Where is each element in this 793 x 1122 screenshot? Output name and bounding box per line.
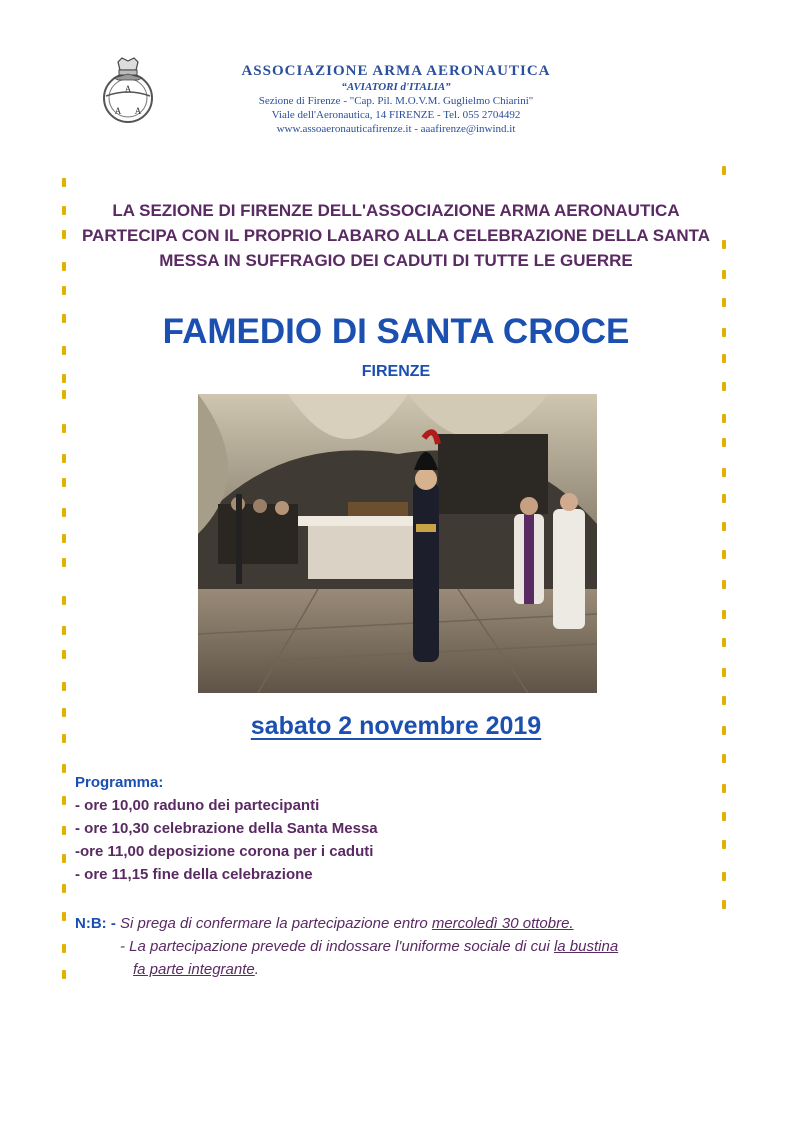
association-logo xyxy=(100,56,156,128)
note-line-2 xyxy=(75,935,735,958)
note-line-1 xyxy=(75,912,735,935)
note-2-emphasis-a: la bustina xyxy=(553,938,619,955)
section-address: Viale dell'Aeronautica, 14 FIRENZE - Tel. 055 2704492 xyxy=(271,109,521,121)
right-border-decoration xyxy=(722,178,728,978)
section-contacts: www.assoaeronauticafirenze.it - aaafirenze@inwind.it xyxy=(276,123,516,135)
program-item: - ore 10,30 celebrazione della Santa Messa xyxy=(75,820,378,837)
event-title: FAMEDIO DI SANTA CROCE xyxy=(162,312,630,351)
organization-motto: “AVIATORI d'ITALIA” xyxy=(341,81,451,93)
event-date: sabato 2 novembre 2019 xyxy=(250,712,542,740)
program-heading: Programma: xyxy=(75,774,164,791)
announcement xyxy=(66,198,726,273)
notes xyxy=(75,912,735,981)
note-2-text: - La partecipazione prevede di indossare l'uniforme sociale di cui xyxy=(120,938,554,955)
section-name: Sezione di Firenze - "Cap. Pil. M.O.V.M. Guglielmo Chiarini" xyxy=(258,95,534,107)
announcement-line: LA SEZIONE DI FIRENZE DELL'ASSOCIAZIONE ARMA AERONAUTICA xyxy=(112,201,680,220)
organization-name: ASSOCIAZIONE ARMA AERONAUTICA xyxy=(241,63,551,79)
left-border-decoration xyxy=(62,178,68,978)
program-item: -ore 11,00 deposizione corona per i caduti xyxy=(75,843,374,860)
program-item: - ore 10,00 raduno dei partecipanti xyxy=(75,797,320,814)
program-item: - ore 11,15 fine della celebrazione xyxy=(75,866,313,883)
logo-letter-top: A xyxy=(124,84,132,94)
announcement-line: PARTECIPA CON IL PROPRIO LABARO ALLA CELEBRAZIONE DELLA SANTA xyxy=(81,226,711,245)
note-1-deadline: mercoledì 30 ottobre. xyxy=(431,915,574,932)
logo-letter-right: A xyxy=(134,106,142,116)
event-city: FIRENZE xyxy=(361,363,431,380)
announcement-line: MESSA IN SUFFRAGIO DEI CADUTI DI TUTTE LE GUERRE xyxy=(159,251,633,270)
logo-letter-left: A xyxy=(114,106,122,116)
note-1-text: Si prega di confermare la partecipazione entro xyxy=(115,915,432,932)
ceremony-photo xyxy=(198,394,597,693)
program xyxy=(75,771,715,886)
note-2-suffix: . xyxy=(254,961,259,978)
letterhead xyxy=(170,62,622,136)
notes-label: N:B: - xyxy=(75,915,116,932)
note-line-3 xyxy=(75,958,735,981)
note-2-emphasis-b: fa parte integrante xyxy=(133,961,255,978)
